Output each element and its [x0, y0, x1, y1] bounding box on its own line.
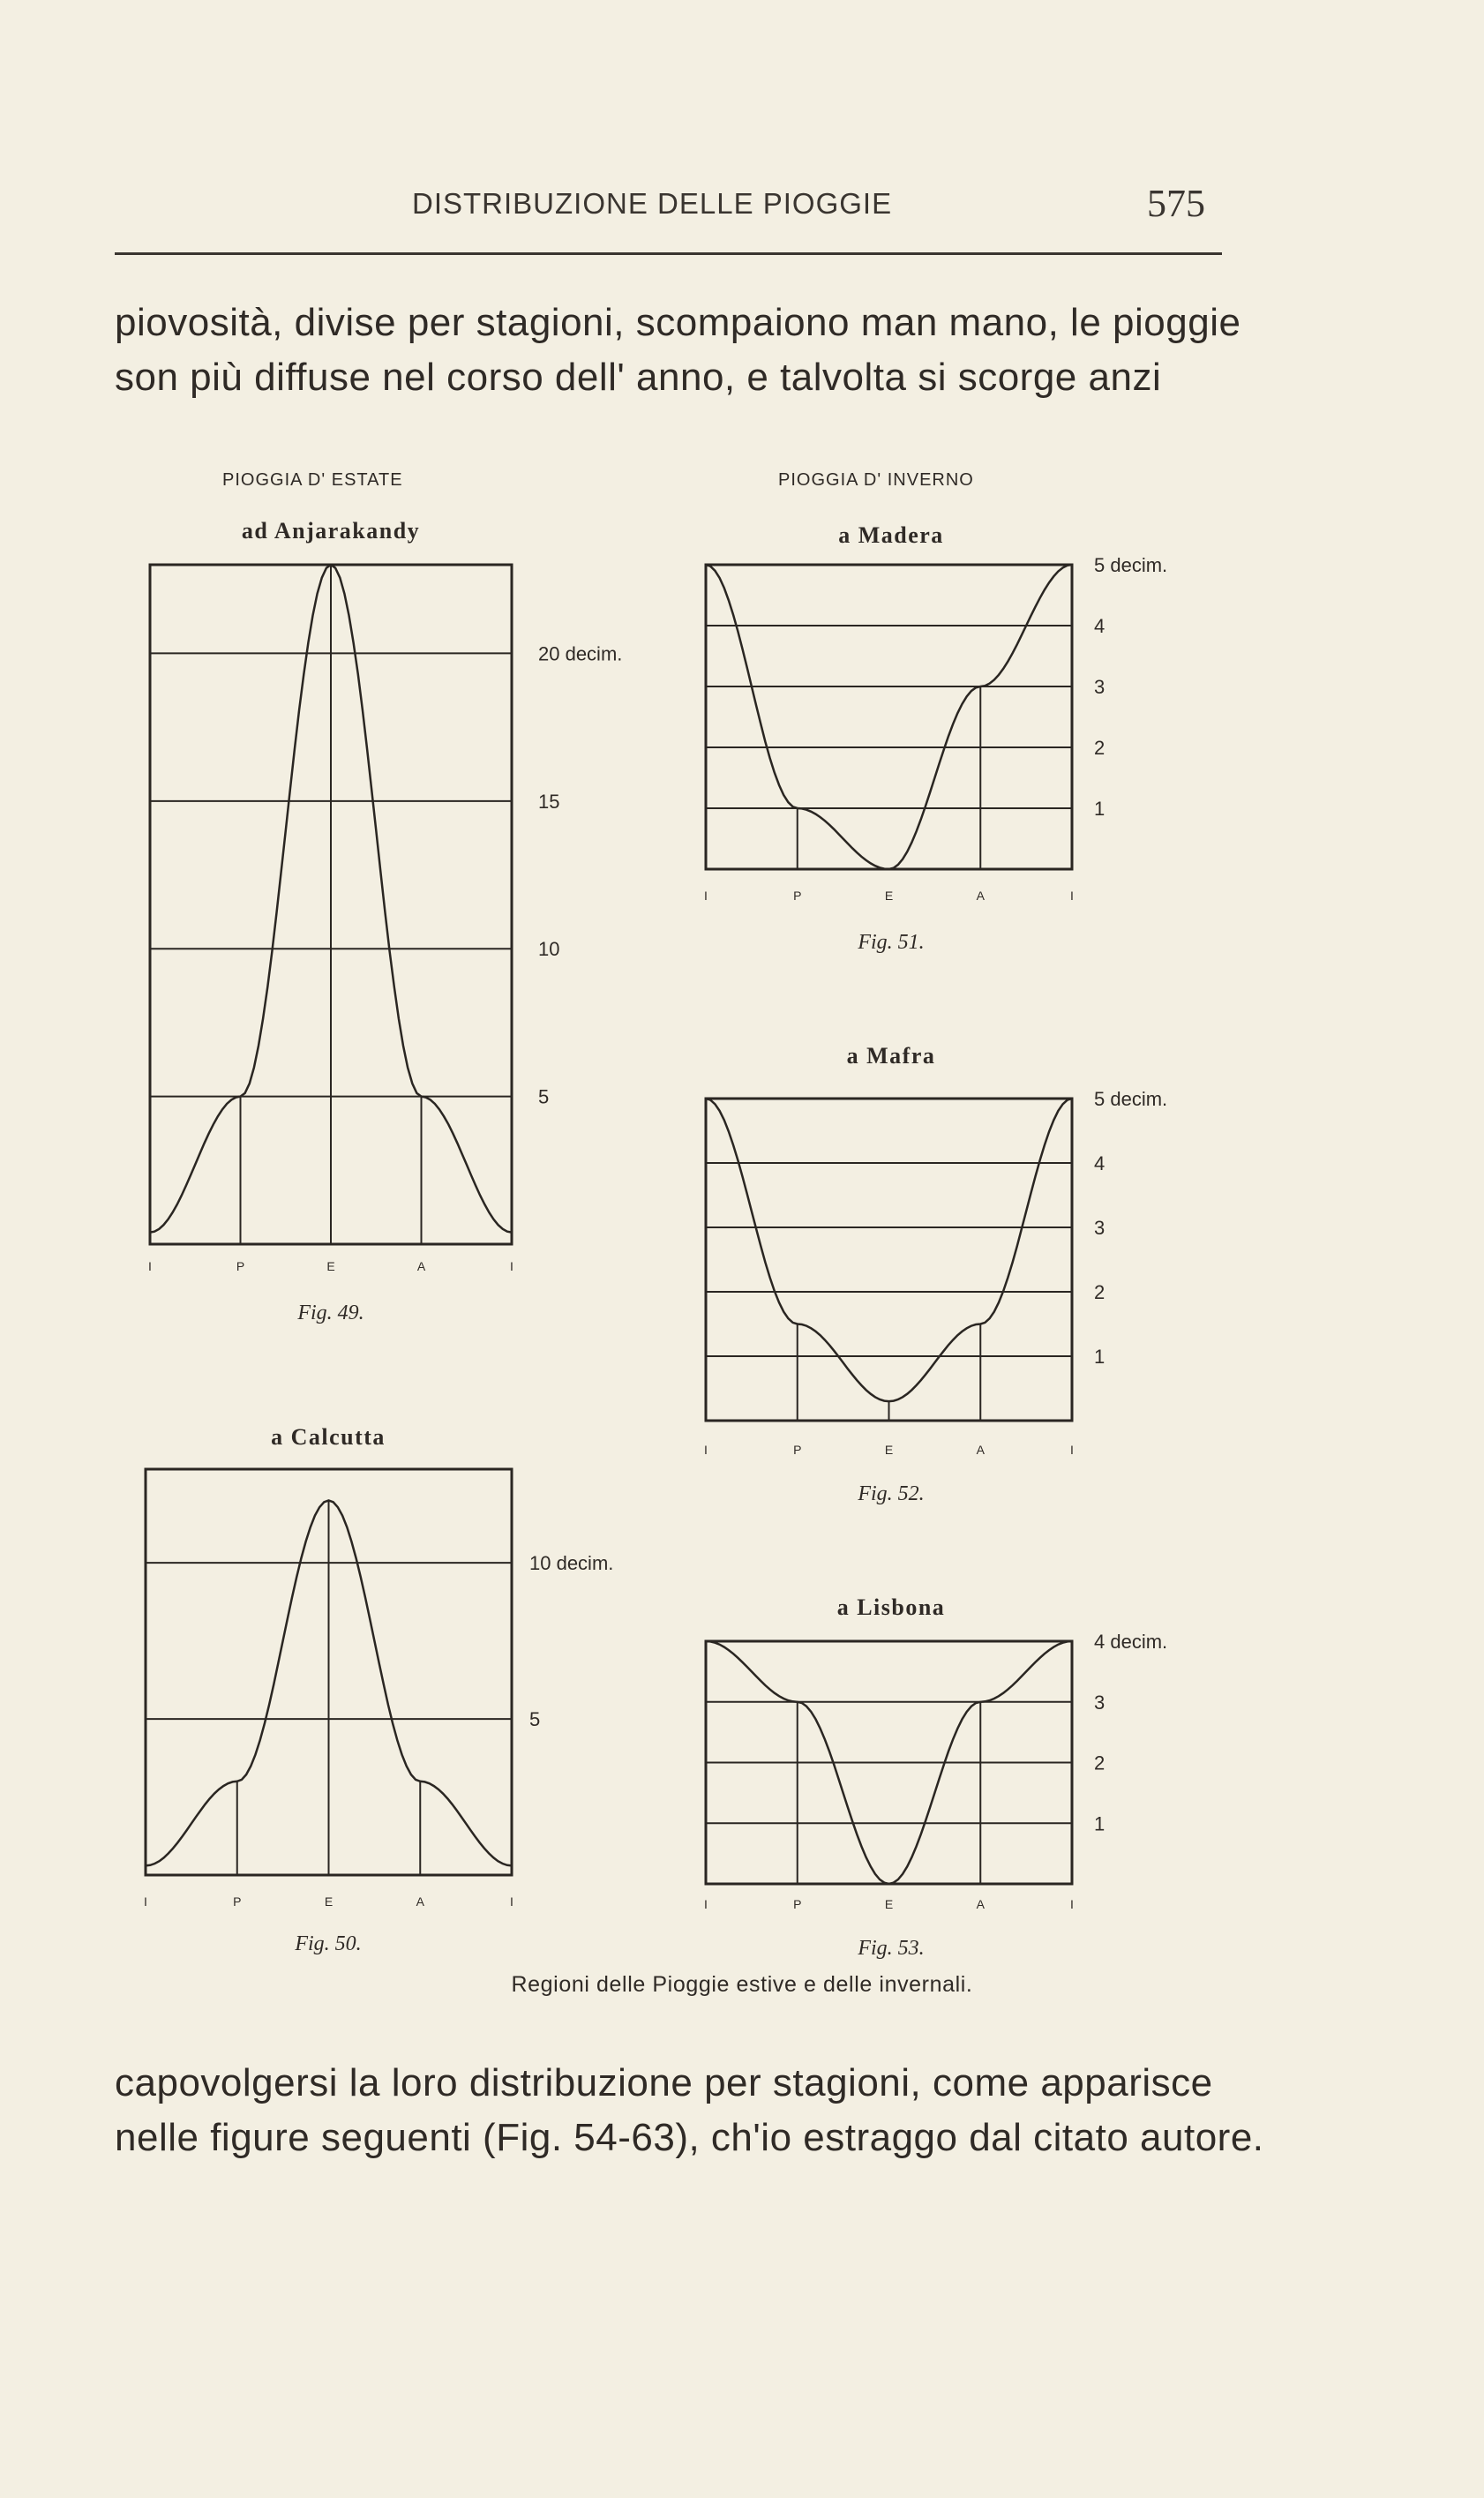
- figure-number: Fig. 50.: [295, 1932, 362, 1955]
- season-label: I: [148, 1259, 152, 1273]
- y-tick-label: 4 decim.: [1094, 1631, 1168, 1653]
- y-tick-label: 15: [538, 790, 560, 813]
- y-tick-label: 10: [538, 938, 560, 961]
- summer-rain-heading: PIOGGIA D' ESTATE: [222, 470, 403, 490]
- chart-frame: [706, 565, 1072, 869]
- season-label: E: [884, 1443, 894, 1457]
- place-name: a Madera: [838, 522, 944, 548]
- y-tick-label: 1: [1094, 798, 1106, 820]
- figure-number: Fig. 53.: [858, 1937, 925, 1960]
- season-label: P: [793, 889, 802, 903]
- season-label: A: [416, 1259, 426, 1273]
- text-line: son più diffuse nel corso dell' anno, e talvolta si scorge anzi: [115, 356, 1162, 399]
- y-tick-label: 4: [1094, 1152, 1106, 1174]
- place-name: ad Anjarakandy: [241, 518, 421, 544]
- page-number: 575: [1147, 182, 1205, 225]
- season-label: I: [1070, 889, 1074, 903]
- y-tick-label: 1: [1094, 1812, 1106, 1835]
- season-label: I: [704, 1897, 708, 1911]
- y-tick-label: 5 decim.: [1094, 554, 1168, 576]
- season-label: I: [704, 1443, 708, 1457]
- paragraph-bottom: [115, 2056, 1264, 2165]
- season-label: A: [976, 889, 985, 903]
- winter-rain-heading: PIOGGIA D' INVERNO: [778, 470, 974, 490]
- running-title: DISTRIBUZIONE DELLE PIOGGIE: [412, 187, 893, 220]
- y-tick-label: 4: [1094, 615, 1106, 637]
- place-name: a Mafra: [846, 1043, 936, 1069]
- season-label: E: [324, 1894, 334, 1909]
- season-label: P: [793, 1443, 802, 1457]
- season-label: A: [976, 1897, 985, 1911]
- place-name: a Calcutta: [271, 1424, 386, 1450]
- y-tick-label: 1: [1094, 1346, 1106, 1368]
- season-label: E: [326, 1259, 335, 1273]
- season-label: A: [416, 1894, 424, 1909]
- y-tick-label: 2: [1094, 737, 1106, 759]
- y-tick-label: 5: [529, 1708, 541, 1731]
- season-label: P: [233, 1894, 242, 1909]
- season-label: I: [1070, 1897, 1074, 1911]
- figure-number: Fig. 49.: [297, 1302, 364, 1324]
- season-label: E: [884, 1897, 894, 1911]
- y-tick-label: 5: [538, 1085, 550, 1108]
- y-tick-label: 3: [1094, 676, 1106, 698]
- season-label: I: [510, 1894, 513, 1909]
- season-label: P: [236, 1259, 245, 1273]
- text-line: nelle figure seguenti (Fig. 54-63), ch'io estraggo dal citato autore.: [115, 2116, 1264, 2159]
- season-label: E: [884, 889, 894, 903]
- y-tick-label: 10 decim.: [529, 1552, 614, 1575]
- figure-caption: Regioni delle Pioggie estive e delle invernali.: [511, 1972, 973, 1997]
- y-tick-label: 20 decim.: [538, 642, 623, 665]
- figure-number: Fig. 52.: [858, 1482, 925, 1505]
- y-tick-label: 2: [1094, 1752, 1106, 1774]
- text-line: piovosità, divise per stagioni, scompaiono man mano, le pioggie: [115, 301, 1241, 344]
- y-tick-label: 2: [1094, 1281, 1106, 1303]
- rainfall-curve: [706, 565, 1072, 869]
- season-label: I: [510, 1259, 513, 1273]
- season-label: I: [144, 1894, 147, 1909]
- y-tick-label: 5 decim.: [1094, 1088, 1168, 1110]
- y-tick-label: 3: [1094, 1691, 1106, 1714]
- place-name: a Lisbona: [836, 1594, 946, 1620]
- season-label: A: [976, 1443, 985, 1457]
- text-line: capovolgersi la loro distribuzione per stagioni, come apparisce: [115, 2061, 1213, 2104]
- season-label: I: [1070, 1443, 1074, 1457]
- chart-frame: [706, 1099, 1072, 1421]
- y-tick-label: 3: [1094, 1217, 1106, 1239]
- season-label: I: [704, 889, 708, 903]
- figure-number: Fig. 51.: [858, 931, 925, 954]
- season-label: P: [793, 1897, 802, 1911]
